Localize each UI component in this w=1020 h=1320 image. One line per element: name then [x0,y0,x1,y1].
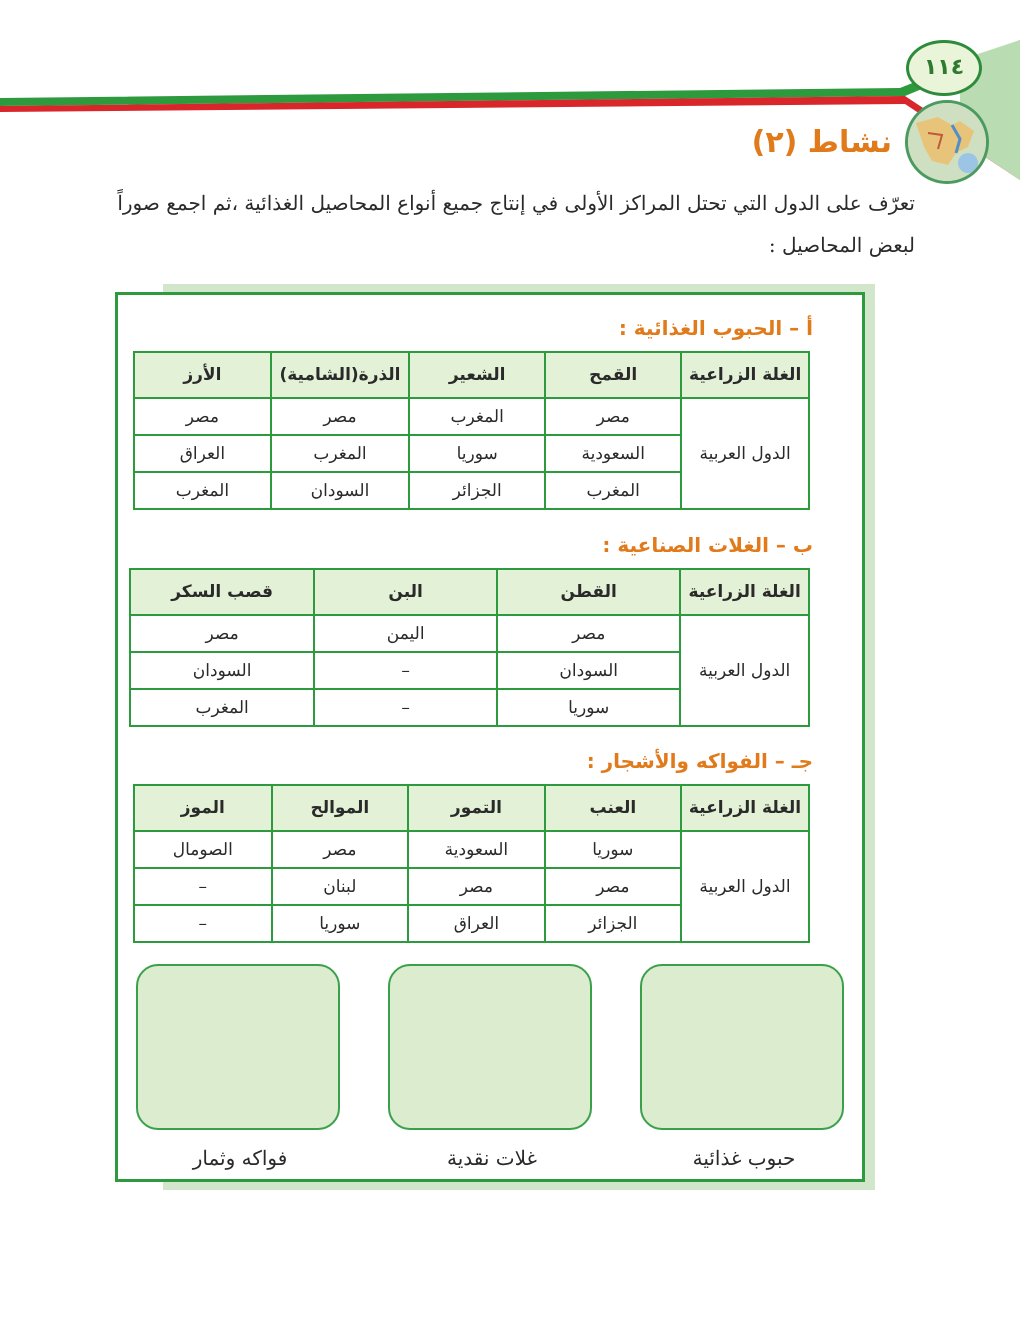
table-cell: السودان [130,652,314,689]
table-cell: – [314,689,497,726]
table-cell: الجزائر [545,905,681,942]
table-cell: مصر [271,398,409,435]
table-cell: سوريا [497,689,680,726]
table-cell: المغرب [545,472,681,509]
table-cell: مصر [545,398,681,435]
table-header-row [130,569,809,615]
table-row [134,398,809,435]
grains-table [133,351,810,510]
table-header: الغلة الزراعية [681,785,809,831]
table-cell: مصر [545,868,681,905]
activity-title: نشاط (٢) [751,125,892,160]
table-header-row [134,352,809,398]
table-header: الأرز [134,352,271,398]
table-row [134,831,809,868]
instructions-text [115,182,915,266]
header-decoration [0,0,1020,200]
photo-box-cash-crops[interactable] [388,964,592,1130]
table-cell: السودان [271,472,409,509]
table-cell: العراق [134,435,271,472]
table-cell: – [134,868,272,905]
table-cell: مصر [134,398,271,435]
table-cell: الجزائر [409,472,545,509]
table-cell: المغرب [130,689,314,726]
table-header: الموز [134,785,272,831]
table-header: القطن [497,569,680,615]
section-title-fruits: جـ – الفواكه والأشجار : [586,749,813,773]
table-cell: لبنان [272,868,409,905]
table-cell: اليمن [314,615,497,652]
table-header: الذرة(الشامية) [271,352,409,398]
table-cell: العراق [408,905,545,942]
section-title-grains: أ – الحبوب الغذائية : [618,316,813,340]
table-cell: سوريا [545,831,681,868]
table-cell: المغرب [409,398,545,435]
photo-box-fruits[interactable] [136,964,340,1130]
row-label: الدول العربية [680,615,809,726]
industrial-table [129,568,810,727]
table-cell: مصر [408,868,545,905]
table-cell: – [134,905,272,942]
fruits-table [133,784,810,943]
table-cell: الصومال [134,831,272,868]
instructions-line-1: تعرّف على الدول التي تحتل المراكز الأولى في إنتاج جميع أنواع المحاصيل الغذائية ،ثم اجمع صوراً [117,191,915,215]
table-header-row [134,785,809,831]
page-number: ١١٤ [906,40,982,96]
table-header: القمح [545,352,681,398]
table-cell: مصر [130,615,314,652]
photo-box-grains[interactable] [640,964,844,1130]
row-label: الدول العربية [681,398,809,509]
table-header: العنب [545,785,681,831]
table-cell: – [314,652,497,689]
table-cell: مصر [272,831,409,868]
table-cell: مصر [497,615,680,652]
photo-caption-cash-crops: غلات نقدية [446,1146,538,1170]
table-header: البن [314,569,497,615]
table-header: التمور [408,785,545,831]
photo-caption-grains: حبوب غذائية [692,1146,796,1170]
row-label: الدول العربية [681,831,809,942]
photo-caption-fruits: فواكه وثمار [192,1146,288,1170]
table-header: قصب السكر [130,569,314,615]
table-cell: سوريا [409,435,545,472]
table-cell: المغرب [134,472,271,509]
table-row [130,615,809,652]
instructions-line-2: لبعض المحاصيل : [768,233,915,257]
table-cell: السودان [497,652,680,689]
table-header: الموالح [272,785,409,831]
map-icon [905,100,989,184]
section-title-industrial: ب – الغلات الصناعية : [602,533,813,557]
table-cell: السعودية [408,831,545,868]
table-cell: المغرب [271,435,409,472]
table-cell: سوريا [272,905,409,942]
table-header: الغلة الزراعية [680,569,809,615]
table-header: الغلة الزراعية [681,352,809,398]
table-cell: السعودية [545,435,681,472]
table-header: الشعير [409,352,545,398]
